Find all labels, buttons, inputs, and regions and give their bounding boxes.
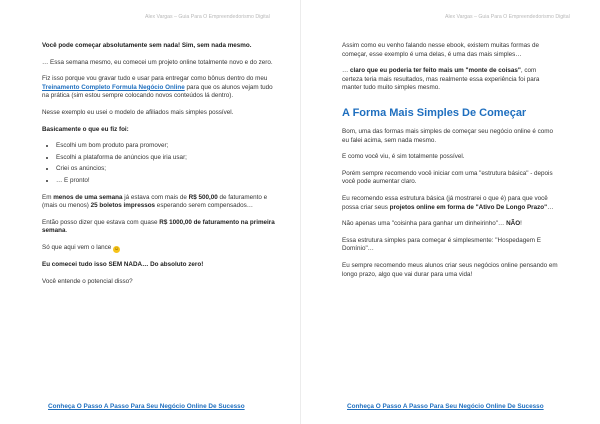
right-page: [300, 0, 600, 424]
left-paragraph-1: Você pode começar absolutamente sem nada! Sim, sem nada mesmo.: [42, 42, 252, 49]
training-link[interactable]: Treinamento Completo Formula Negócio Online: [42, 83, 185, 91]
right-paragraph-9: Eu sempre recomendo meus alunos criar seus negócios online pensando em longo prazo, algo que vai durar para uma vida!: [342, 261, 558, 278]
right-paragraph-1: Assim como eu venho falando nesse ebook, existem muitas formas de começar, esse exemplo é uma delas, é uma das mais simples…: [342, 42, 540, 58]
list-item: • Criei os anúncios;: [56, 165, 276, 174]
list-item: • … E pronto!: [56, 177, 276, 186]
left-paragraph-2: … Essa semana mesmo, eu comecei um projeto online totalmente novo e do zero.: [42, 58, 273, 66]
left-paragraph-4: Nesse exemplo eu usei o modelo de afiliados mais simples possível.: [42, 108, 234, 116]
left-paragraph-5: Basicamente o que eu fiz foi:: [42, 125, 129, 133]
left-paragraph-8: Só que aqui vem o lance ☺: [42, 243, 120, 252]
left-paragraph-9: Eu comecei tudo isso SEM NADA… Do absoluto zero!: [42, 260, 204, 268]
right-paragraph-2: … claro que eu poderia ter feito mais um "monte de coisas", com certeza teria mais resultados, mas realmente essa experiência foi para manter tudo muito simples mesmo.: [342, 67, 540, 92]
steps-list: [42, 142, 276, 185]
list-item: • Escolhi a plataforma de anúncios que iria usar;: [56, 154, 276, 163]
left-paragraph-3: Fiz isso porque vou gravar tudo e usar para entregar como bônus dentro do meu Treinamento Completo Formula Negócio Online para que os alunos vejam tudo na prática (sim estou sempre colocando novos conteúdos lá dentro).: [42, 75, 273, 100]
section-heading: A Forma Mais Simples De Começar: [342, 106, 527, 119]
right-paragraph-5: Porém sempre recomendo você iniciar com uma "estrutura básica" - depois você pode aumentar claro.: [342, 169, 553, 186]
running-header-left: Alex Vargas – Guia Para O Empreendedorismo Digital: [145, 14, 270, 20]
left-paragraph-10: Você entende o potencial disso?: [42, 277, 133, 285]
left-paragraph-7: Então posso dizer que estava com quase R$ 1000,00 de faturamento na primeira semana.: [42, 218, 275, 235]
footer-link-left[interactable]: Conheça O Passo A Passo Para Seu Negócio Online De Sucesso: [48, 403, 245, 410]
right-paragraph-8: Essa estrutura simples para começar é simplesmente: "Hospedagem E Domínio"…: [342, 236, 541, 253]
list-item: • Escolhi um bom produto para promover;: [56, 142, 276, 151]
right-paragraph-3: Bom, uma das formas mais simples de começar seu negócio online é como eu falei acima, sem nada mesmo.: [342, 127, 554, 144]
left-paragraph-6: Em menos de uma semana já estava com mais de R$ 500,00 de faturamento e (mais ou menos) 25 boletos impressos esperando serem compensados…: [42, 193, 268, 210]
running-header-right: Alex Vargas – Guia Para O Empreendedorismo Digital: [445, 14, 570, 20]
smiley-icon: ☺: [114, 245, 120, 252]
right-paragraph-6: Eu recomendo essa estrutura básica (já mostrarei o que é) para que você possa criar seus projetos online em forma de "Ativo De Longo Prazo"…: [342, 194, 554, 211]
right-paragraph-4: E como você viu, é sim totalmente possível.: [342, 153, 465, 161]
right-paragraph-7: Não apenas uma "coisinha para ganhar um dinheirinho"… NÃO!: [342, 220, 522, 228]
footer-link-right[interactable]: Conheça O Passo A Passo Para Seu Negócio Online De Sucesso: [347, 403, 544, 410]
